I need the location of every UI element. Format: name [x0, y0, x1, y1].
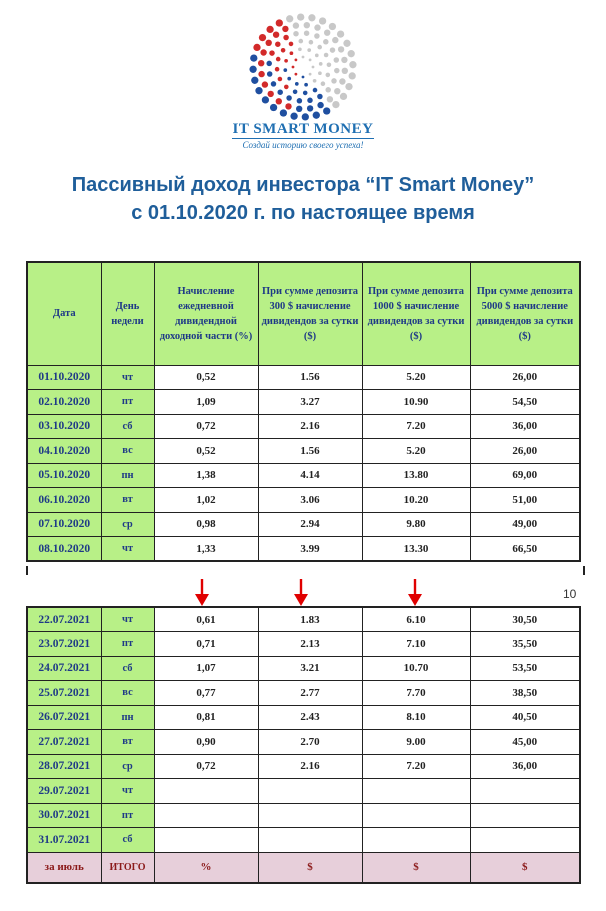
header-d300: При сумме депозита 300 $ начисление дивидендов за сутки ($) [258, 262, 362, 365]
table-row [27, 754, 580, 779]
cell-dow: вт [101, 730, 154, 755]
cell-rate: 1,33 [154, 537, 258, 562]
cell-rate: 0,72 [154, 414, 258, 439]
table-row [27, 803, 580, 828]
cell-d300: 1.56 [258, 439, 362, 464]
table-row [27, 779, 580, 804]
cell-date: 27.07.2021 [27, 730, 101, 755]
cell-d5000: 66,50 [470, 537, 580, 562]
cell-date: 02.10.2020 [27, 390, 101, 415]
table-row [27, 705, 580, 730]
cell-dow: чт [101, 779, 154, 804]
total-d300: $ [258, 852, 362, 883]
cell-d5000: 26,00 [470, 365, 580, 390]
cell-date: 28.07.2021 [27, 754, 101, 779]
total-label: за июль [27, 852, 101, 883]
brand-name: IT SMART MONEY [232, 121, 374, 137]
cell-d5000: 26,00 [470, 439, 580, 464]
table-row [27, 632, 580, 657]
total-row [27, 852, 580, 883]
cell-rate: 0,81 [154, 705, 258, 730]
cell-date: 06.10.2020 [27, 488, 101, 513]
cell-d1000: 8.10 [362, 705, 470, 730]
cell-rate: 0,90 [154, 730, 258, 755]
page-title: Пассивный доход инвестора “IT Smart Money” [71, 174, 535, 196]
cell-d1000: 7.20 [362, 754, 470, 779]
cell-dow: вс [101, 681, 154, 706]
cell-d5000: 35,50 [470, 632, 580, 657]
cell-rate: 1,02 [154, 488, 258, 513]
cell-rate [154, 803, 258, 828]
cell-date: 25.07.2021 [27, 681, 101, 706]
header-dow: День недели [101, 262, 154, 365]
cell-d300 [258, 779, 362, 804]
table-row [27, 656, 580, 681]
arrow-down-icon [406, 578, 424, 608]
cell-dow: пт [101, 803, 154, 828]
cell-rate: 1,38 [154, 463, 258, 488]
cell-d5000: 36,00 [470, 754, 580, 779]
cell-date: 29.07.2021 [27, 779, 101, 804]
cell-rate: 0,77 [154, 681, 258, 706]
cell-dow: пт [101, 390, 154, 415]
cell-date: 26.07.2021 [27, 705, 101, 730]
total-d5000: $ [470, 852, 580, 883]
cell-dow: пн [101, 705, 154, 730]
cell-dow: пт [101, 632, 154, 657]
cell-d1000: 9.00 [362, 730, 470, 755]
cell-d1000: 9.80 [362, 512, 470, 537]
table-row [27, 463, 580, 488]
cell-dow: ср [101, 512, 154, 537]
cell-d1000 [362, 828, 470, 853]
cell-d5000: 49,00 [470, 512, 580, 537]
cell-rate: 0,61 [154, 607, 258, 632]
total-title: ИТОГО [101, 852, 154, 883]
cell-d1000: 10.90 [362, 390, 470, 415]
cell-dow: вс [101, 439, 154, 464]
cell-d300: 3.21 [258, 656, 362, 681]
cell-dow: ср [101, 754, 154, 779]
cell-d5000: 54,50 [470, 390, 580, 415]
income-table-top [26, 261, 581, 562]
cell-date: 22.07.2021 [27, 607, 101, 632]
cell-d1000: 7.10 [362, 632, 470, 657]
cell-d300: 4.14 [258, 463, 362, 488]
cell-d300: 2.13 [258, 632, 362, 657]
cell-dow: чт [101, 365, 154, 390]
cell-d300: 2.94 [258, 512, 362, 537]
table-row [27, 365, 580, 390]
cell-d300: 1.83 [258, 607, 362, 632]
table-row [27, 512, 580, 537]
cell-d300: 3.06 [258, 488, 362, 513]
cell-d300 [258, 803, 362, 828]
cell-dow: сб [101, 656, 154, 681]
cell-dow: сб [101, 414, 154, 439]
header-rate: Начисление ежедневной дивидендной доходной части (%) [154, 262, 258, 365]
cell-dow: чт [101, 607, 154, 632]
arrow-down-icon [193, 578, 211, 608]
cell-d300: 1.56 [258, 365, 362, 390]
cell-d1000: 7.70 [362, 681, 470, 706]
cell-dow: пн [101, 463, 154, 488]
cell-d1000: 10.70 [362, 656, 470, 681]
cell-d5000: 30,50 [470, 607, 580, 632]
cell-d1000 [362, 803, 470, 828]
cell-d5000: 69,00 [470, 463, 580, 488]
cell-date: 04.10.2020 [27, 439, 101, 464]
logo-dots-icon [240, 12, 366, 122]
cell-d300: 2.77 [258, 681, 362, 706]
cell-rate: 0,52 [154, 439, 258, 464]
cell-d5000 [470, 803, 580, 828]
cell-d5000: 45,00 [470, 730, 580, 755]
cell-date: 01.10.2020 [27, 365, 101, 390]
cell-d5000 [470, 779, 580, 804]
cell-d5000: 53,50 [470, 656, 580, 681]
table-row [27, 607, 580, 632]
page-subtitle: с 01.10.2020 г. по настоящее время [131, 202, 475, 224]
cell-d1000: 5.20 [362, 365, 470, 390]
table-bottom-body [27, 607, 580, 852]
cell-date: 24.07.2021 [27, 656, 101, 681]
header-d1000: При сумме депозита 1000 $ начисление дивидендов за сутки ($) [362, 262, 470, 365]
cell-date: 07.10.2020 [27, 512, 101, 537]
cell-d1000: 6.10 [362, 607, 470, 632]
cell-rate [154, 779, 258, 804]
cell-date: 05.10.2020 [27, 463, 101, 488]
table-row [27, 828, 580, 853]
cell-d5000: 51,00 [470, 488, 580, 513]
cell-d5000: 38,50 [470, 681, 580, 706]
cell-dow: вт [101, 488, 154, 513]
cell-d300: 2.70 [258, 730, 362, 755]
cell-dow: сб [101, 828, 154, 853]
total-rate: % [154, 852, 258, 883]
cell-d1000 [362, 779, 470, 804]
cell-rate: 0,98 [154, 512, 258, 537]
cell-d1000: 13.80 [362, 463, 470, 488]
table-row [27, 414, 580, 439]
cell-d300: 2.43 [258, 705, 362, 730]
cell-d300 [258, 828, 362, 853]
cell-d1000: 13.30 [362, 537, 470, 562]
income-table-bottom [26, 606, 581, 884]
cell-d5000 [470, 828, 580, 853]
page-number: 10 [563, 587, 577, 601]
header-d5000: При сумме депозита 5000 $ начисление дивидендов за сутки ($) [470, 262, 580, 365]
cell-date: 23.07.2021 [27, 632, 101, 657]
table-row [27, 390, 580, 415]
table-row [27, 439, 580, 464]
table-row [27, 537, 580, 562]
arrow-down-icon [292, 578, 310, 608]
table-cut-edge [26, 566, 585, 575]
cell-rate: 1,09 [154, 390, 258, 415]
cell-d5000: 40,50 [470, 705, 580, 730]
cell-dow: чт [101, 537, 154, 562]
cell-date: 30.07.2021 [27, 803, 101, 828]
cell-d1000: 5.20 [362, 439, 470, 464]
brand-divider [232, 138, 374, 139]
cell-d5000: 36,00 [470, 414, 580, 439]
header-date: Дата [27, 262, 101, 365]
table-row [27, 681, 580, 706]
cell-rate: 1,07 [154, 656, 258, 681]
table-row [27, 488, 580, 513]
cell-rate [154, 828, 258, 853]
cell-rate: 0,72 [154, 754, 258, 779]
cell-d1000: 7.20 [362, 414, 470, 439]
table-top-body [27, 365, 580, 561]
cell-date: 08.10.2020 [27, 537, 101, 562]
total-d1000: $ [362, 852, 470, 883]
cell-d300: 3.99 [258, 537, 362, 562]
cell-rate: 0,52 [154, 365, 258, 390]
cell-d1000: 10.20 [362, 488, 470, 513]
cell-date: 03.10.2020 [27, 414, 101, 439]
cell-date: 31.07.2021 [27, 828, 101, 853]
table-row [27, 730, 580, 755]
cell-d300: 3.27 [258, 390, 362, 415]
cell-d300: 2.16 [258, 414, 362, 439]
brand-slogan: Создай историю своего успеха! [242, 140, 364, 150]
cell-rate: 0,71 [154, 632, 258, 657]
cell-d300: 2.16 [258, 754, 362, 779]
